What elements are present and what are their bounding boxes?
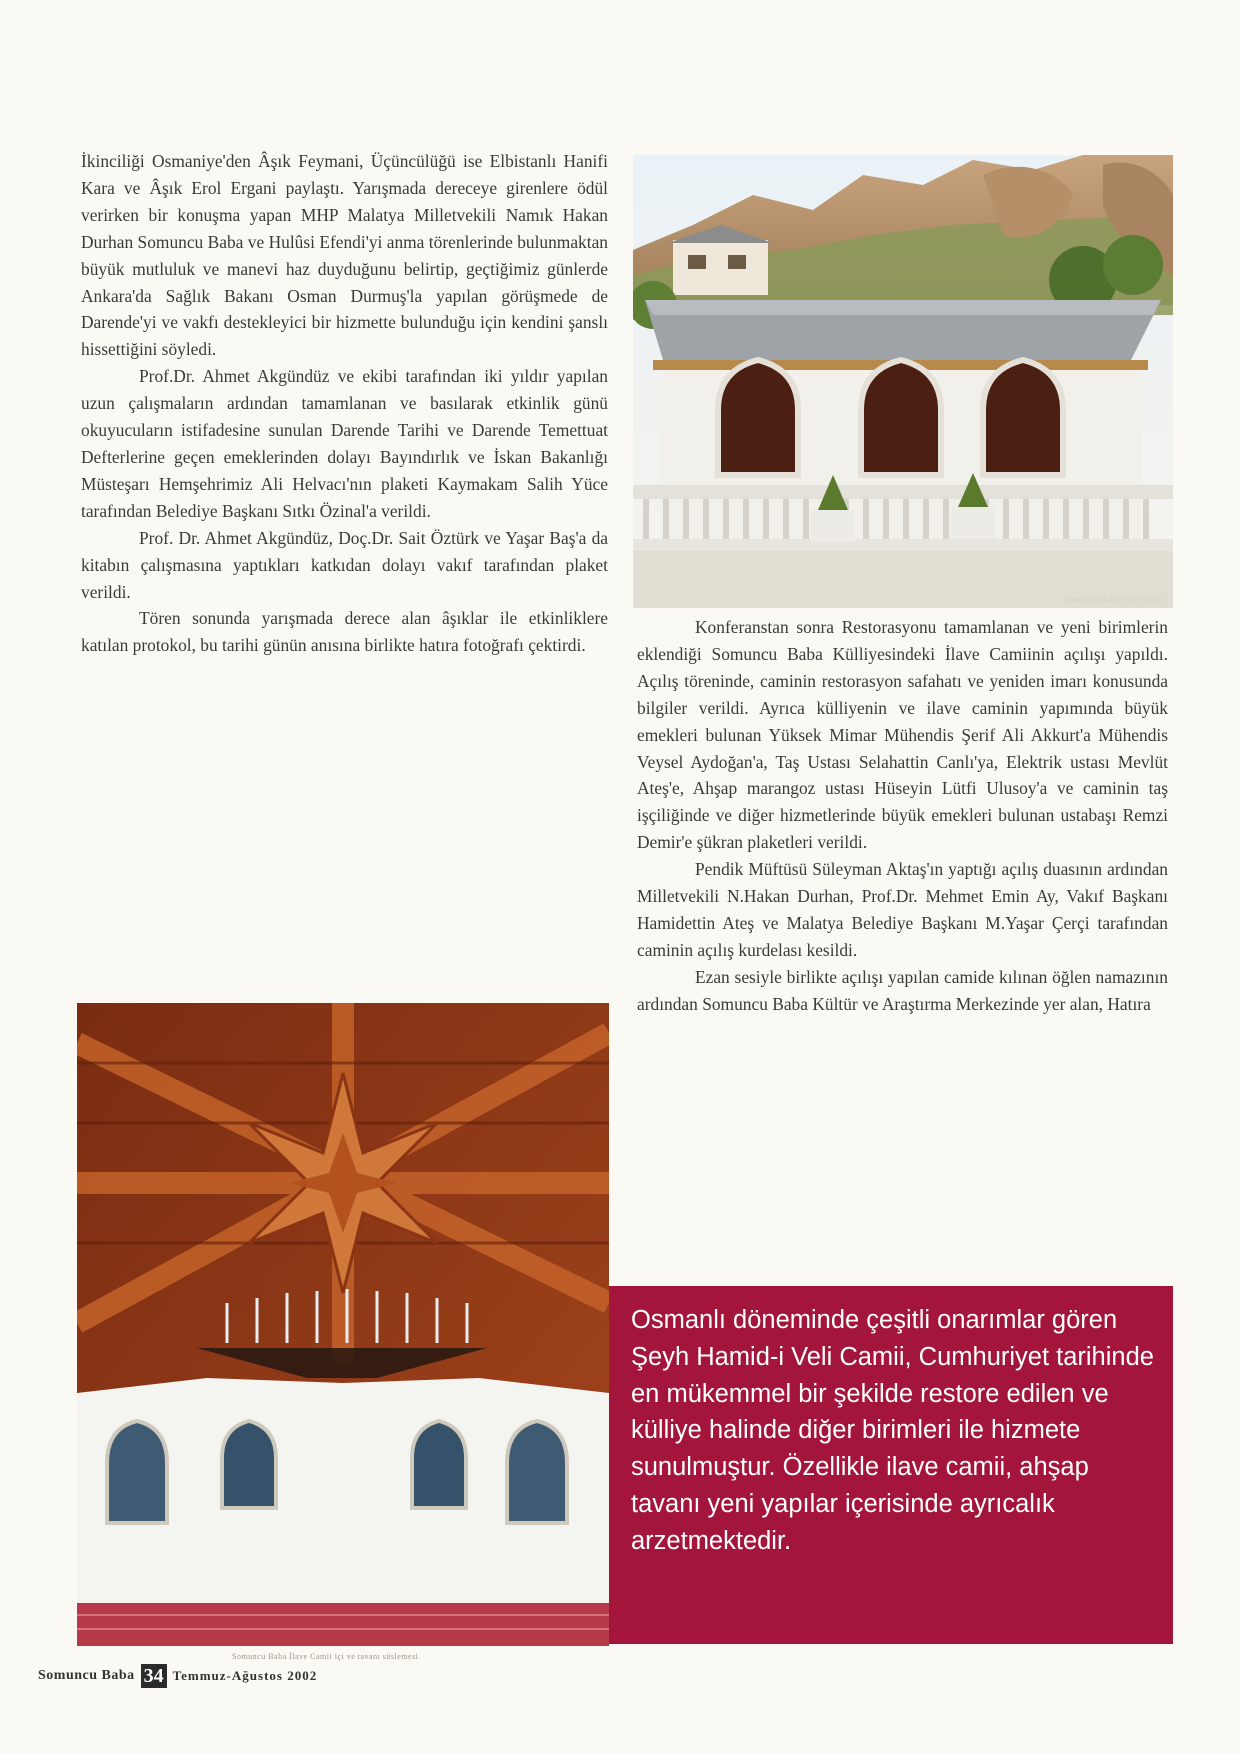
issue-date: Temmuz-Ağustos 2002	[172, 1668, 318, 1683]
page-footer	[38, 1663, 317, 1689]
paragraph: Tören sonunda yarışmada derece alan âşıklar ile etkinliklere katılan protokol, bu tarihi günün anısına birlikte hatıra fotoğrafı çektirdi.	[81, 608, 608, 656]
right-text-column	[637, 614, 1168, 1018]
page-number: 34	[141, 1664, 167, 1688]
pull-quote: Osmanlı döneminde çeşitli onarımlar gören Şeyh Hamid-i Veli Camii, Cumhuriyet tarihinde en mükemmel bir şekilde restore edilen ve külliye halinde diğer birimleri ile hizmete sunulmuştur. Özellikle ilave camii, ahşap tavanı yeni yapılar içerisinde ayrıcalık arzetmektedir.	[609, 1286, 1173, 1644]
ceiling-interior-photo	[77, 1003, 609, 1646]
paragraph: Prof.Dr. Ahmet Akgündüz ve ekibi tarafından iki yıldır yapılan uzun çalışmaların ardından tamamlanan ve basılarak etkinlik günü okuyucuların istifadesine sunulan Darende Tarihi ve Darende Temettuat Defterlerine geçen emeklerinden dolayı Bayındırlık ve İskan Bakanlığı Müsteşarı Hemşehrimiz Ali Helvacı'nın plaketi Kaymakam Salih Yüce tarafından Belediye Başkanı Sıtkı Özinal'a verildi.	[81, 366, 608, 521]
photo-caption: Somuncu Baba İlave Camii içi ve tavanı süslemesi	[232, 1652, 419, 1661]
wooden-ceiling-illustration	[77, 1003, 609, 1646]
mosque-exterior-photo	[633, 155, 1173, 608]
paragraph: Prof. Dr. Ahmet Akgündüz, Doç.Dr. Sait Öztürk ve Yaşar Baş'a da kitabın çalışmasına yaptıkları katkıdan dolayı vakıf tarafından plaket verildi.	[81, 527, 608, 602]
magazine-name: Somuncu Baba	[38, 1668, 135, 1683]
paragraph: Pendik Müftüsü Süleyman Aktaş'ın yaptığı açılış duasının ardından Milletvekili N.Hakan Durhan, Prof.Dr. Mehmet Emin Ay, Vakıf Başkanı Hamidettin Ateş ve Malatya Belediye Başkanı M.Yaşar Çerçi tarafından caminin açılış kurdelası kesildi.	[637, 859, 1168, 960]
paragraph: İkinciliği Osmaniye'den Âşık Feymani, Üçüncülüğü ise Elbistanlı Hanifi Kara ve Âşık Erol Ergani paylaştı. Yarışmada dereceye girenlere ödül verirken bir konuşma yapan MHP Malatya Milletvekili Namık Hakan Durhan Somuncu Baba ve Hulûsi Efendi'yi anma törenlerinde bulunmaktan büyük mutluluk ve manevi haz duyduğunu belirtip, geçtiğimiz günlerde Ankara'da Sağlık Bakanı Osman Durmuş'la yapılan görüşmede de Darende'yi ve vakfı destekleyici bir hizmette bulunduğu için kendini şanslı hissettiğini söyledi.	[81, 151, 608, 360]
photo-caption: Somuncu Baba İlave Camii	[1064, 595, 1165, 604]
mosque-exterior-illustration	[633, 155, 1173, 608]
paragraph: Ezan sesiyle birlikte açılışı yapılan camide kılınan öğlen namazının ardından Somuncu Baba Kültür ve Araştırma Merkezinde yer alan, Hatıra	[637, 966, 1168, 1014]
paragraph: Konferanstan sonra Restorasyonu tamamlanan ve yeni birimlerin eklendiği Somuncu Baba Külliyesindeki İlave Camiinin açılışı yapıldı. Açılış töreninde, caminin restorasyon safahatı ve yeniden imarı konusunda bilgiler verildi. Ayrıca külliyenin ve ilave caminin yapımında büyük emekleri bulunan Yüksek Mimar Mühendis Şerif Ali Akkurt'a Mühendis Veysel Aydoğan'a, Taş Ustası Selahattin Canlı'ya, Elektrik ustası Mevlüt Ateş'e, Ahşap marangoz ustası Hüseyin Lütfi Ulusoy'a ve caminin taş işçiliğinde ve diğer hizmetlerinde büyük emekleri bulunan ustabaşı Remzi Demir'e şükran plaketleri verildi.	[637, 617, 1168, 853]
left-text-column	[81, 148, 608, 659]
